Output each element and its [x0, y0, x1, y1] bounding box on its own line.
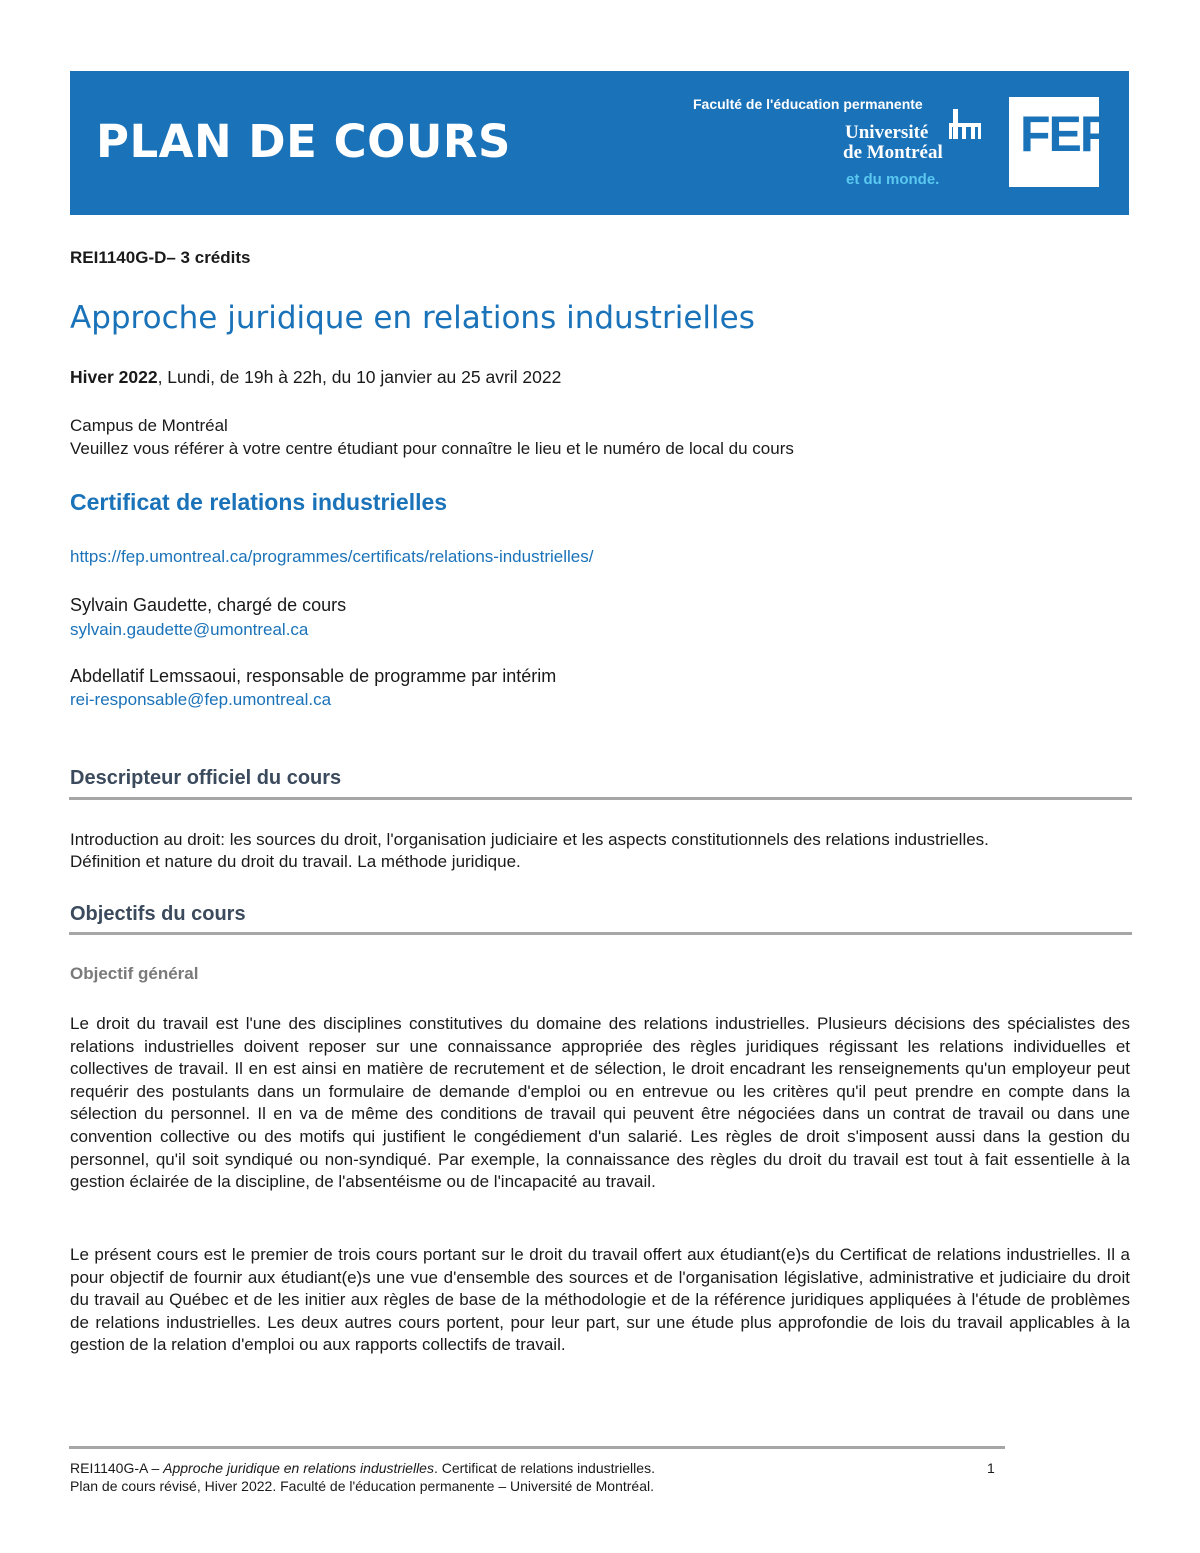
descriptor-text-line1: Introduction au droit: les sources du droit, l'organisation judiciaire et les aspects constitutionnels des relations industrielles. — [70, 830, 989, 849]
program-manager-name: Abdellatif Lemssaoui, responsable de programme par intérim — [70, 666, 557, 686]
lecturer-email-link[interactable]: sylvain.gaudette@umontreal.ca — [70, 620, 309, 639]
footer-line2: Plan de cours révisé, Hiver 2022. Faculté de l'éducation permanente – Université de Montréal. — [70, 1478, 654, 1494]
footer-program: . Certificat de relations industrielles. — [433, 1460, 655, 1476]
section-heading-objectives: Objectifs du cours — [70, 903, 246, 925]
footer-course-title: Approche juridique en relations industrielles — [163, 1460, 434, 1476]
header-banner — [70, 71, 1129, 215]
footer-code: REI1140G-A – — [70, 1460, 164, 1476]
program-title: Certificat de relations industrielles — [70, 489, 448, 515]
campus-note: Veuillez vous référer à votre centre étudiant pour connaître le lieu et le numéro de local du cours — [70, 439, 794, 458]
subheading-general-objective: Objectif général — [70, 964, 199, 983]
page-number: 1 — [987, 1460, 995, 1476]
university-tagline: et du monde. — [846, 171, 940, 188]
program-manager-email-link[interactable]: rei-responsable@fep.umontreal.ca — [70, 690, 332, 709]
course-code: REI1140G-D– 3 crédits — [70, 248, 251, 267]
objective-paragraph-2: Le présent cours est le premier de trois cours portant sur le droit du travail offert aux étudiant(e)s du Certificat de relations industrielles. Il a pour objectif de fournir aux étudiant(e)s une vue d'ensemble des sources et de l'organisation législative, administrative et judiciaire du droit du travail au Québec et de les initier aux règles de base de la méthodologie et de la référence juridiques appliquées à l'étude de problèmes de relations industrielles. Les deux autres cours portent, pour leur part, sur une étude plus approfondie de lois du travail applicables à la gestion de la relation d'emploi ou aux rapports collectifs de travail. — [70, 1245, 1130, 1355]
course-title: Approche juridique en relations industrielles — [70, 300, 755, 336]
fep-logo — [1009, 97, 1112, 187]
faculty-name: Faculté de l'éducation permanente — [693, 96, 923, 112]
program-link[interactable]: https://fep.umontreal.ca/programmes/certificats/relations-industrielles/ — [70, 547, 594, 566]
fep-logo-text: FEP — [1020, 106, 1112, 162]
section-divider — [69, 932, 1132, 935]
footer-line1 — [70, 1460, 655, 1476]
university-name-line2: de Montréal — [843, 142, 943, 163]
session-schedule: , Lundi, de 19h à 22h, du 10 janvier au 25 avril 2022 — [157, 367, 562, 387]
footer-divider — [69, 1446, 1005, 1449]
section-heading-descriptor: Descripteur officiel du cours — [70, 767, 342, 789]
document-title: PLAN DE COURS — [96, 115, 511, 168]
lecturer-name: Sylvain Gaudette, chargé de cours — [70, 595, 347, 615]
session-term: Hiver 2022 — [70, 367, 158, 387]
session-info — [70, 367, 561, 388]
section-divider — [69, 797, 1132, 800]
university-tower-icon — [947, 105, 983, 143]
university-name-line1: Université — [845, 122, 929, 143]
campus: Campus de Montréal — [70, 416, 228, 435]
objective-paragraph-1: Le droit du travail est l'une des disciplines constitutives du domaine des relations industrielles. Plusieurs décisions des spécialistes des relations industrielles doivent reposer sur une connaissance appropriée des règles juridiques régissant les relations individuelles et collectives de travail. Il en est ainsi en matière de recrutement et de sélection, le droit encadrant les renseignements qu'un employeur peut requérir des postulants dans un formulaire de demande d'emploi ou en entrevue ou les critères qu'il peut prendre en compte dans la sélection du personnel. Il en va de même des conditions de travail qui peuvent être négociées dans un contrat de travail ou dans une convention collective ou des motifs qui justifient le congédiement d'un salarié. Les règles de droit s'imposent aussi dans la gestion du personnel, qu'il soit syndiqué ou non-syndiqué. Par exemple, la connaissance des règles du droit du travail est tout à fait essentielle à la gestion éclairée de la discipline, de l'absentéisme ou de l'incapacité au travail. — [70, 1014, 1130, 1192]
descriptor-text-line2: Définition et nature du droit du travail. La méthode juridique. — [70, 852, 521, 871]
